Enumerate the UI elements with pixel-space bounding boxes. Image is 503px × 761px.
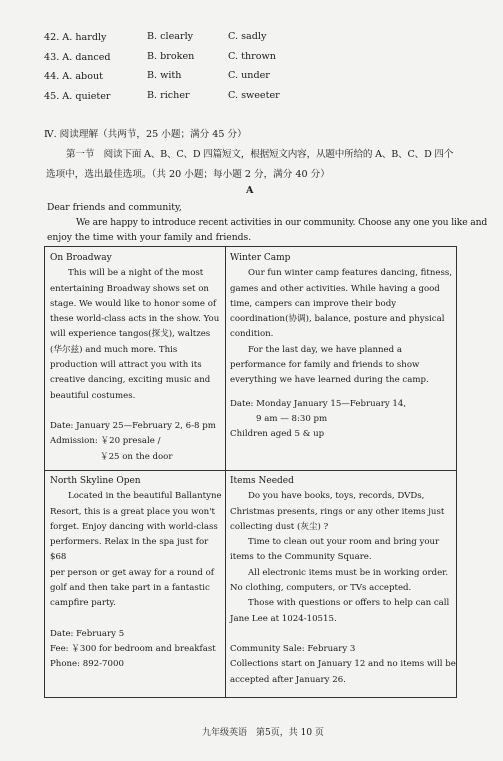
ad-body-line: Do you have books, toys, records, DVDs, (248, 491, 425, 502)
ad-date: Date: January 25—February 2, 6-8 pm (50, 420, 216, 431)
ad-body-line: will experience tangos(探戈), waltzes (50, 329, 211, 340)
ad-body-line: beautiful costumes. (50, 390, 136, 401)
option-c: C. sadly (228, 31, 267, 42)
section-instructions-line2: 选项中，选出最佳选项。（共 20 小题；每小题 2 分，满分 40 分） (46, 169, 330, 180)
option-c: C. sweeter (228, 90, 280, 101)
section-instructions-line1: 第一节 阅读下面 A、B、C、D 四篇短文，根据短文内容，从题中所给的 A、B、C、D 四个 (66, 149, 454, 160)
ad-body-line: time, campers can improve their body (230, 298, 397, 309)
option-b: B. richer (147, 90, 190, 101)
ad-body-line: campfire party. (50, 598, 116, 609)
ad-admission-door: ￥25 on the door (100, 451, 173, 462)
intro-line1: We are happy to introduce recent activities in our community. Choose any one you like and (76, 217, 488, 228)
ad-body-line: All electronic items must be in working order. (248, 567, 449, 578)
ad-body-line: these world-class acts in the show. You (50, 314, 220, 325)
ad-body-line: (华尔兹) and much more. This (50, 344, 178, 355)
option-b: B. clearly (147, 31, 194, 42)
ad-body-line: This will be a night of the most (68, 268, 204, 279)
page-footer: 九年级英语 第5页，共 10 页 (202, 728, 324, 738)
ad-collections-line: Collections start on January 12 and no items will be (230, 659, 456, 670)
ad-title: Winter Camp (230, 253, 291, 263)
ad-fee: Fee: ￥300 for bedroom and breakfast (50, 643, 216, 654)
ad-winter-camp (230, 251, 456, 443)
ad-phone: Phone: 892-7000 (50, 659, 124, 670)
ad-body-line: entertaining Broadway shows set on (50, 283, 209, 294)
ad-body-line: games and other activities. While having a good (230, 283, 440, 294)
ad-body-line: creative dancing, exciting music and (50, 375, 211, 386)
option-b: B. broken (147, 51, 195, 62)
ad-body-line: production will attract you with its (50, 360, 202, 371)
ad-body-line: coordination(协调), balance, posture and physical (230, 314, 445, 325)
ad-time: 9 am — 8:30 pm (256, 413, 328, 424)
option-b: B. with (147, 70, 182, 81)
option-c: C. under (228, 70, 270, 81)
ad-body-line: Time to clean out your room and bring your (248, 537, 440, 548)
ad-body-line: condition. (230, 329, 274, 340)
ad-body-line: performers. Relax in the spa just for $68 (50, 537, 209, 563)
ad-body-line: performance for family and friends to show (230, 360, 420, 371)
ad-date: Date: February 5 (50, 628, 125, 639)
ad-body-line: forget. Enjoy dancing with world-class (50, 521, 218, 532)
ad-north-skyline-open (50, 474, 222, 673)
option-a: 44. A. about (44, 71, 104, 82)
option-a: 45. A. quieter (44, 91, 111, 102)
ad-sale-date: Community Sale: February 3 (230, 643, 356, 654)
ad-body-line: Jane Lee at 1024-10515. (230, 613, 337, 624)
option-a: 43. A. danced (44, 52, 111, 63)
ad-body-line: golf and then take part in a fantastic (50, 583, 210, 594)
ad-body-line: everything we have learned during the camp. (230, 375, 429, 386)
ad-body-line: items to the Community Square. (230, 552, 372, 563)
intro-line2: enjoy the time with your family and friends. (47, 232, 252, 243)
ad-on-broadway (50, 251, 222, 465)
ad-title: North Skyline Open (50, 476, 141, 486)
ad-body-line: Resort, this is a great place you won't (50, 506, 215, 517)
ad-body-line: Located in the beautiful Ballantyne (68, 491, 222, 502)
activities-table (44, 246, 457, 698)
passage-letter: A (246, 185, 254, 196)
ad-date: Date: Monday January 15—February 14, (230, 398, 407, 409)
ad-body-line: collecting dust (灰尘) ? (230, 521, 329, 532)
ad-items-needed (230, 474, 456, 688)
option-c: C. thrown (228, 51, 276, 62)
ad-ages: Children aged 5 & up (230, 429, 325, 440)
ad-body-line: Those with questions or offers to help can call (248, 598, 450, 609)
table-divider-vertical (225, 247, 226, 697)
ad-body-line: For the last day, we have planned a (248, 344, 402, 355)
ad-body-line: No clothing, computers, or TVs accepted. (230, 583, 412, 594)
letter-greeting: Dear friends and community, (47, 202, 182, 213)
table-divider-horizontal (45, 470, 456, 471)
option-a: 42. A. hardly (44, 32, 107, 43)
ad-body-line: per person or get away for a round of (50, 567, 214, 578)
ad-title: On Broadway (50, 253, 112, 263)
ad-body-line: Our fun winter camp features dancing, fitness, (248, 268, 453, 279)
ad-title: Items Needed (230, 476, 294, 486)
ad-collections-line: accepted after January 26. (230, 674, 346, 685)
ad-body-line: Christmas presents, rings or any other items just (230, 506, 445, 517)
ad-admission: Admission: ￥20 presale / (50, 436, 161, 447)
section-heading: Ⅳ. 阅读理解（共两节，25 小题；满分 45 分） (44, 129, 247, 140)
ad-body-line: stage. We would like to honor some of (50, 298, 217, 309)
